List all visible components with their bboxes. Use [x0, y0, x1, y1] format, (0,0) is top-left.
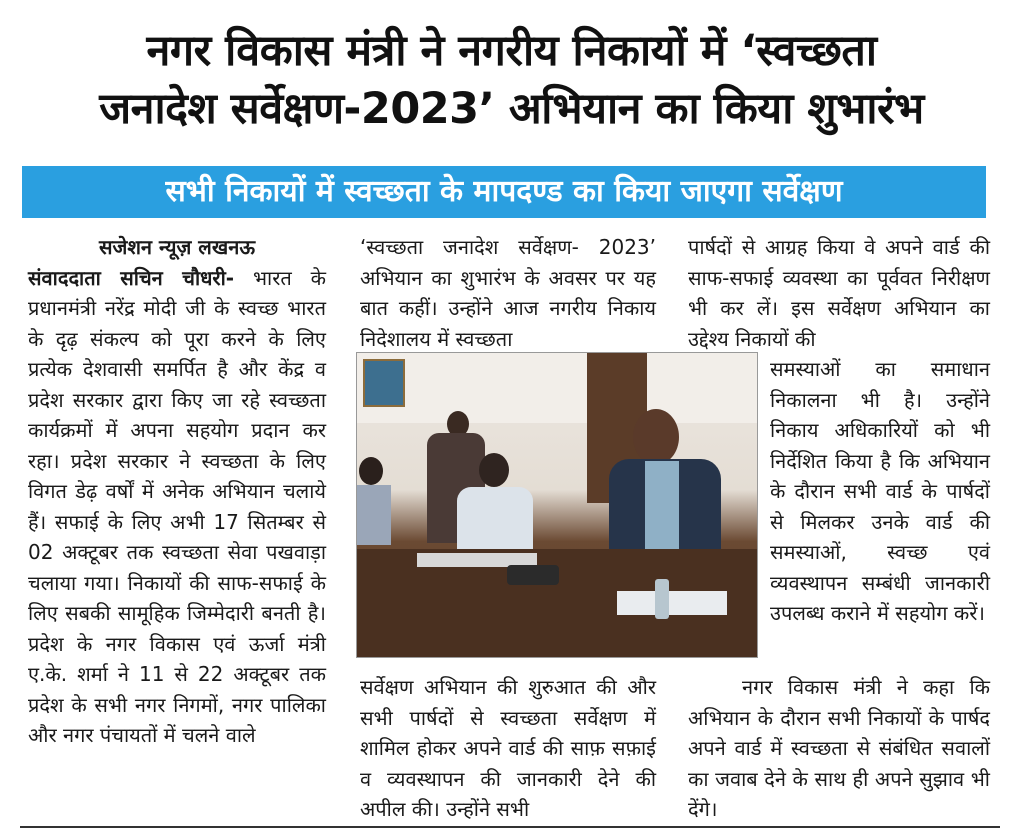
bottom-rule	[20, 826, 1000, 828]
article-column-3-bottom	[688, 672, 990, 825]
column-3-text-bottom: नगर विकास मंत्री ने कहा कि अभियान के दौरान सभी निकायों के पार्षद अपने वार्ड में स्वच्छता से संबंधित सवालों का जवाब देने के साथ ही अपने सुझाव भी देंगे।	[688, 675, 990, 821]
news-photo	[356, 352, 758, 658]
column-3-text-top: पार्षदों से आग्रह किया वे अपने वार्ड की साफ-सफाई व्यवस्था का पूर्ववत निरीक्षण भी कर लें। इस सर्वेक्षण अभियान का उद्देश्य निकायों की	[688, 235, 990, 351]
article-column-3-top	[688, 232, 990, 354]
article-column-2-top	[360, 232, 656, 354]
headline-line-1: नगर विकास मंत्री ने नगरीय निकायों में ‘स्वच्छता	[146, 26, 877, 76]
headline-line-2: जनादेश सर्वेक्षण-2023’ अभियान का किया शुभारंभ	[99, 84, 924, 134]
column-3-text-middle: समस्याओं का समाधान निकालना भी है। उन्होंने निकाय अधिकारियों को भी निर्देशित किया है कि अभियान के दौरान सभी वार्ड के पार्षदों से मिलकर उनके वार्ड की समस्याओं, स्वच्छ एवं व्यवस्थापन सम्बंधी जानकारी उपलब्ध कराने में सहयोग करें।	[770, 357, 990, 625]
column-2-text-top: ‘स्वच्छता जनादेश सर्वेक्षण- 2023’ अभियान का शुभारंभ के अवसर पर यह बात कहीं। उन्होंने आज नगरीय निकाय निदेशालय में स्वच्छता	[360, 235, 656, 351]
byline-source: सजेशन न्यूज़ लखनऊ	[98, 235, 256, 259]
article-column-1	[28, 232, 326, 751]
article-column-2-bottom	[360, 672, 656, 825]
subheadline-banner: सभी निकायों में स्वच्छता के मापदण्ड का किया जाएगा सर्वेक्षण	[22, 166, 986, 218]
column-1-text: भारत के प्रधानमंत्री नरेंद्र मोदी जी के स्वच्छ भारत के दृढ़ संकल्प को पूरा करने के लिए प्रत्येक देशवासी समर्पित है और केंद्र व प्रदेश सरकार द्वारा किए जा रहे स्वच्छता कार्यक्रमों में अपना सहयोग प्रदान कर रहा। प्रदेश सरकार ने स्वच्छता के लिए विगत डेढ़ वर्षों में अनेक अभियान चलाये हैं। सफाई के लिए अभी 17 सितम्बर से 02 अक्टूबर तक स्वच्छता सेवा पखवाड़ा चलाया गया। निकायों की साफ-सफाई के लिए सबकी सामूहिक जिम्मेदारी बनती है। प्रदेश के नगर विकास एवं ऊर्जा मंत्री ए.के. शर्मा ने 11 से 22 अक्टूबर तक प्रदेश के सभी नगर निगमों, नगर पालिका और नगर पंचायतों में चलने वाले	[28, 265, 326, 747]
article-column-3-middle	[770, 354, 990, 629]
column-2-text-bottom: सर्वेक्षण अभियान की शुरुआत की और सभी पार्षदों से स्वच्छता सर्वेक्षण में शामिल होकर अपने वार्ड की साफ़ सफ़ाई व व्यवस्थापन की जानकारी देने की अपील की। उन्होंने सभी	[360, 675, 656, 821]
byline-reporter: संवाददाता सचिन चौधरी-	[28, 265, 235, 290]
headline	[0, 22, 1023, 138]
